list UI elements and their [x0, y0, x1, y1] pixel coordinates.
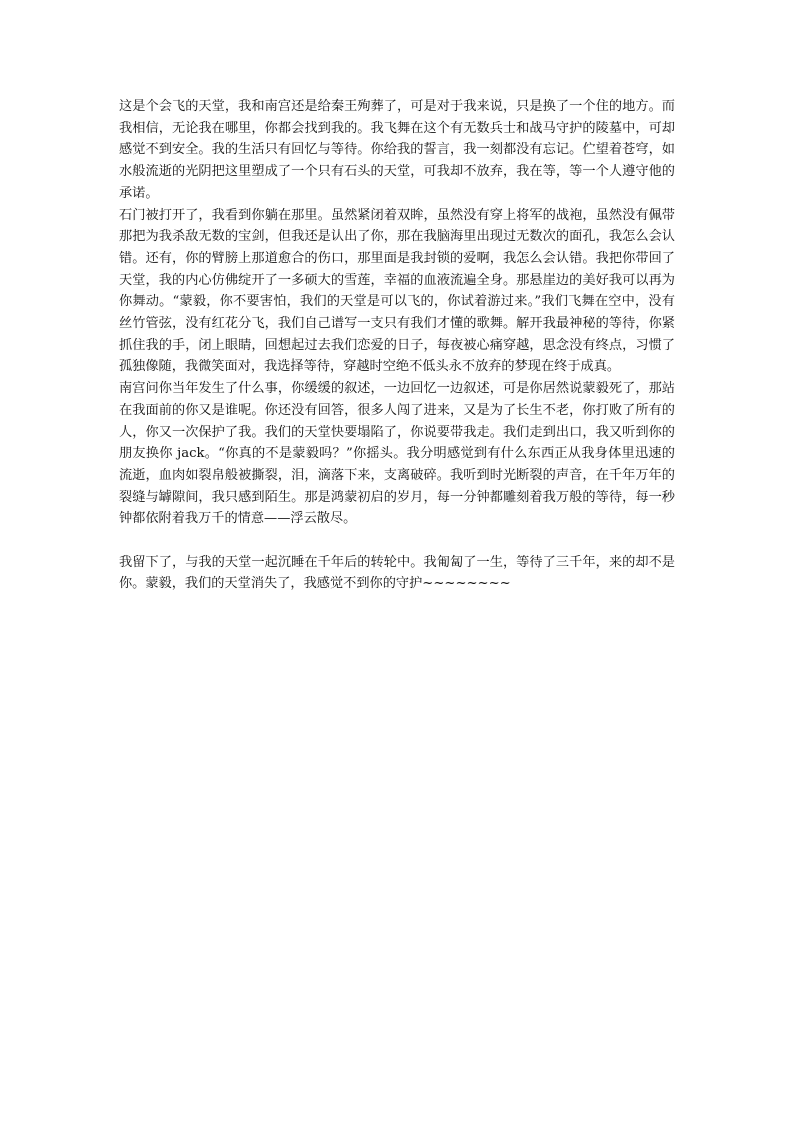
- document-body: [119, 96, 675, 595]
- paragraph-nangong-question: 南宫问你当年发生了什么事，你缓缓的叙述，一边回忆一边叙述，可是你居然说蒙毅死了，那站在我面前的你又是谁呢。你还没有回答，很多人闯了进来，又是为了长生不老，你打败了所有的人，你又一次保护了我。我们的天堂快要塌陷了，你说要带我走。我们走到出口，我又听到你的朋友换你 jack。“你真的不是蒙毅吗？”你摇头。我分明感觉到有什么东西正从我身体里迅速的流逝，血肉如裂帛般被撕裂，泪，滴落下来，支离破碎。我听到时光断裂的声音，在千年万年的裂缝与罅隙间，我只感到陌生。那是鸿蒙初启的岁月，每一分钟都雕刻着我万般的等待，每一秒钟都依附着我万千的情意——浮云散尽。: [119, 381, 675, 527]
- paragraph-stone-door: 石门被打开了，我看到你躺在那里。虽然紧闭着双眸，虽然没有穿上将军的战袍，虽然没有佩带那把为我杀敌无数的宝剑，但我还是认出了你，那在我脑海里出现过无数次的面孔，我怎么会认错。还有，你的臂膀上那道愈合的伤口，那里面是我封锁的爱啊，我怎么会认错。我把你带回了天堂，我的内心仿佛绽开了一多硕大的雪莲，幸福的血液流遍全身。那悬崖边的美好我可以再为你舞动。“蒙毅，你不要害怕，我们的天堂是可以飞的，你试着游过来。”我们飞舞在空中，没有丝竹管弦，没有红花分飞，我们自己谱写一支只有我们才懂的歌舞。解开我最神秘的等待，你紧抓住我的手，闭上眼睛，回想起过去我们恋爱的日子，每夜被心痛穿越，思念没有终点，习惯了孤独像随，我微笑面对，我选择等待，穿越时空绝不低头永不放弃的梦现在终于成真。: [119, 207, 675, 375]
- paragraph-tomb-heaven: 这是个会飞的天堂，我和南宫还是给秦王殉葬了，可是对于我来说，只是换了一个住的地方。而我相信，无论我在哪里，你都会找到我的。我飞舞在这个有无数兵士和战马守护的陵墓中，可却感觉不到安全。我的生活只有回忆与等待。你给我的誓言，我一刻都没有忘记。伫望着苍穹，如水般流逝的光阴把这里塑成了一个只有石头的天堂，可我却不放弃，我在等，等一个人遵守他的承诺。: [119, 99, 675, 201]
- paragraph-ending: 我留下了，与我的天堂一起沉睡在千年后的转轮中。我匍匐了一生，等待了三千年，来的却不是你。蒙毅，我们的天堂消失了，我感觉不到你的守护~~~~~~~~: [119, 554, 675, 592]
